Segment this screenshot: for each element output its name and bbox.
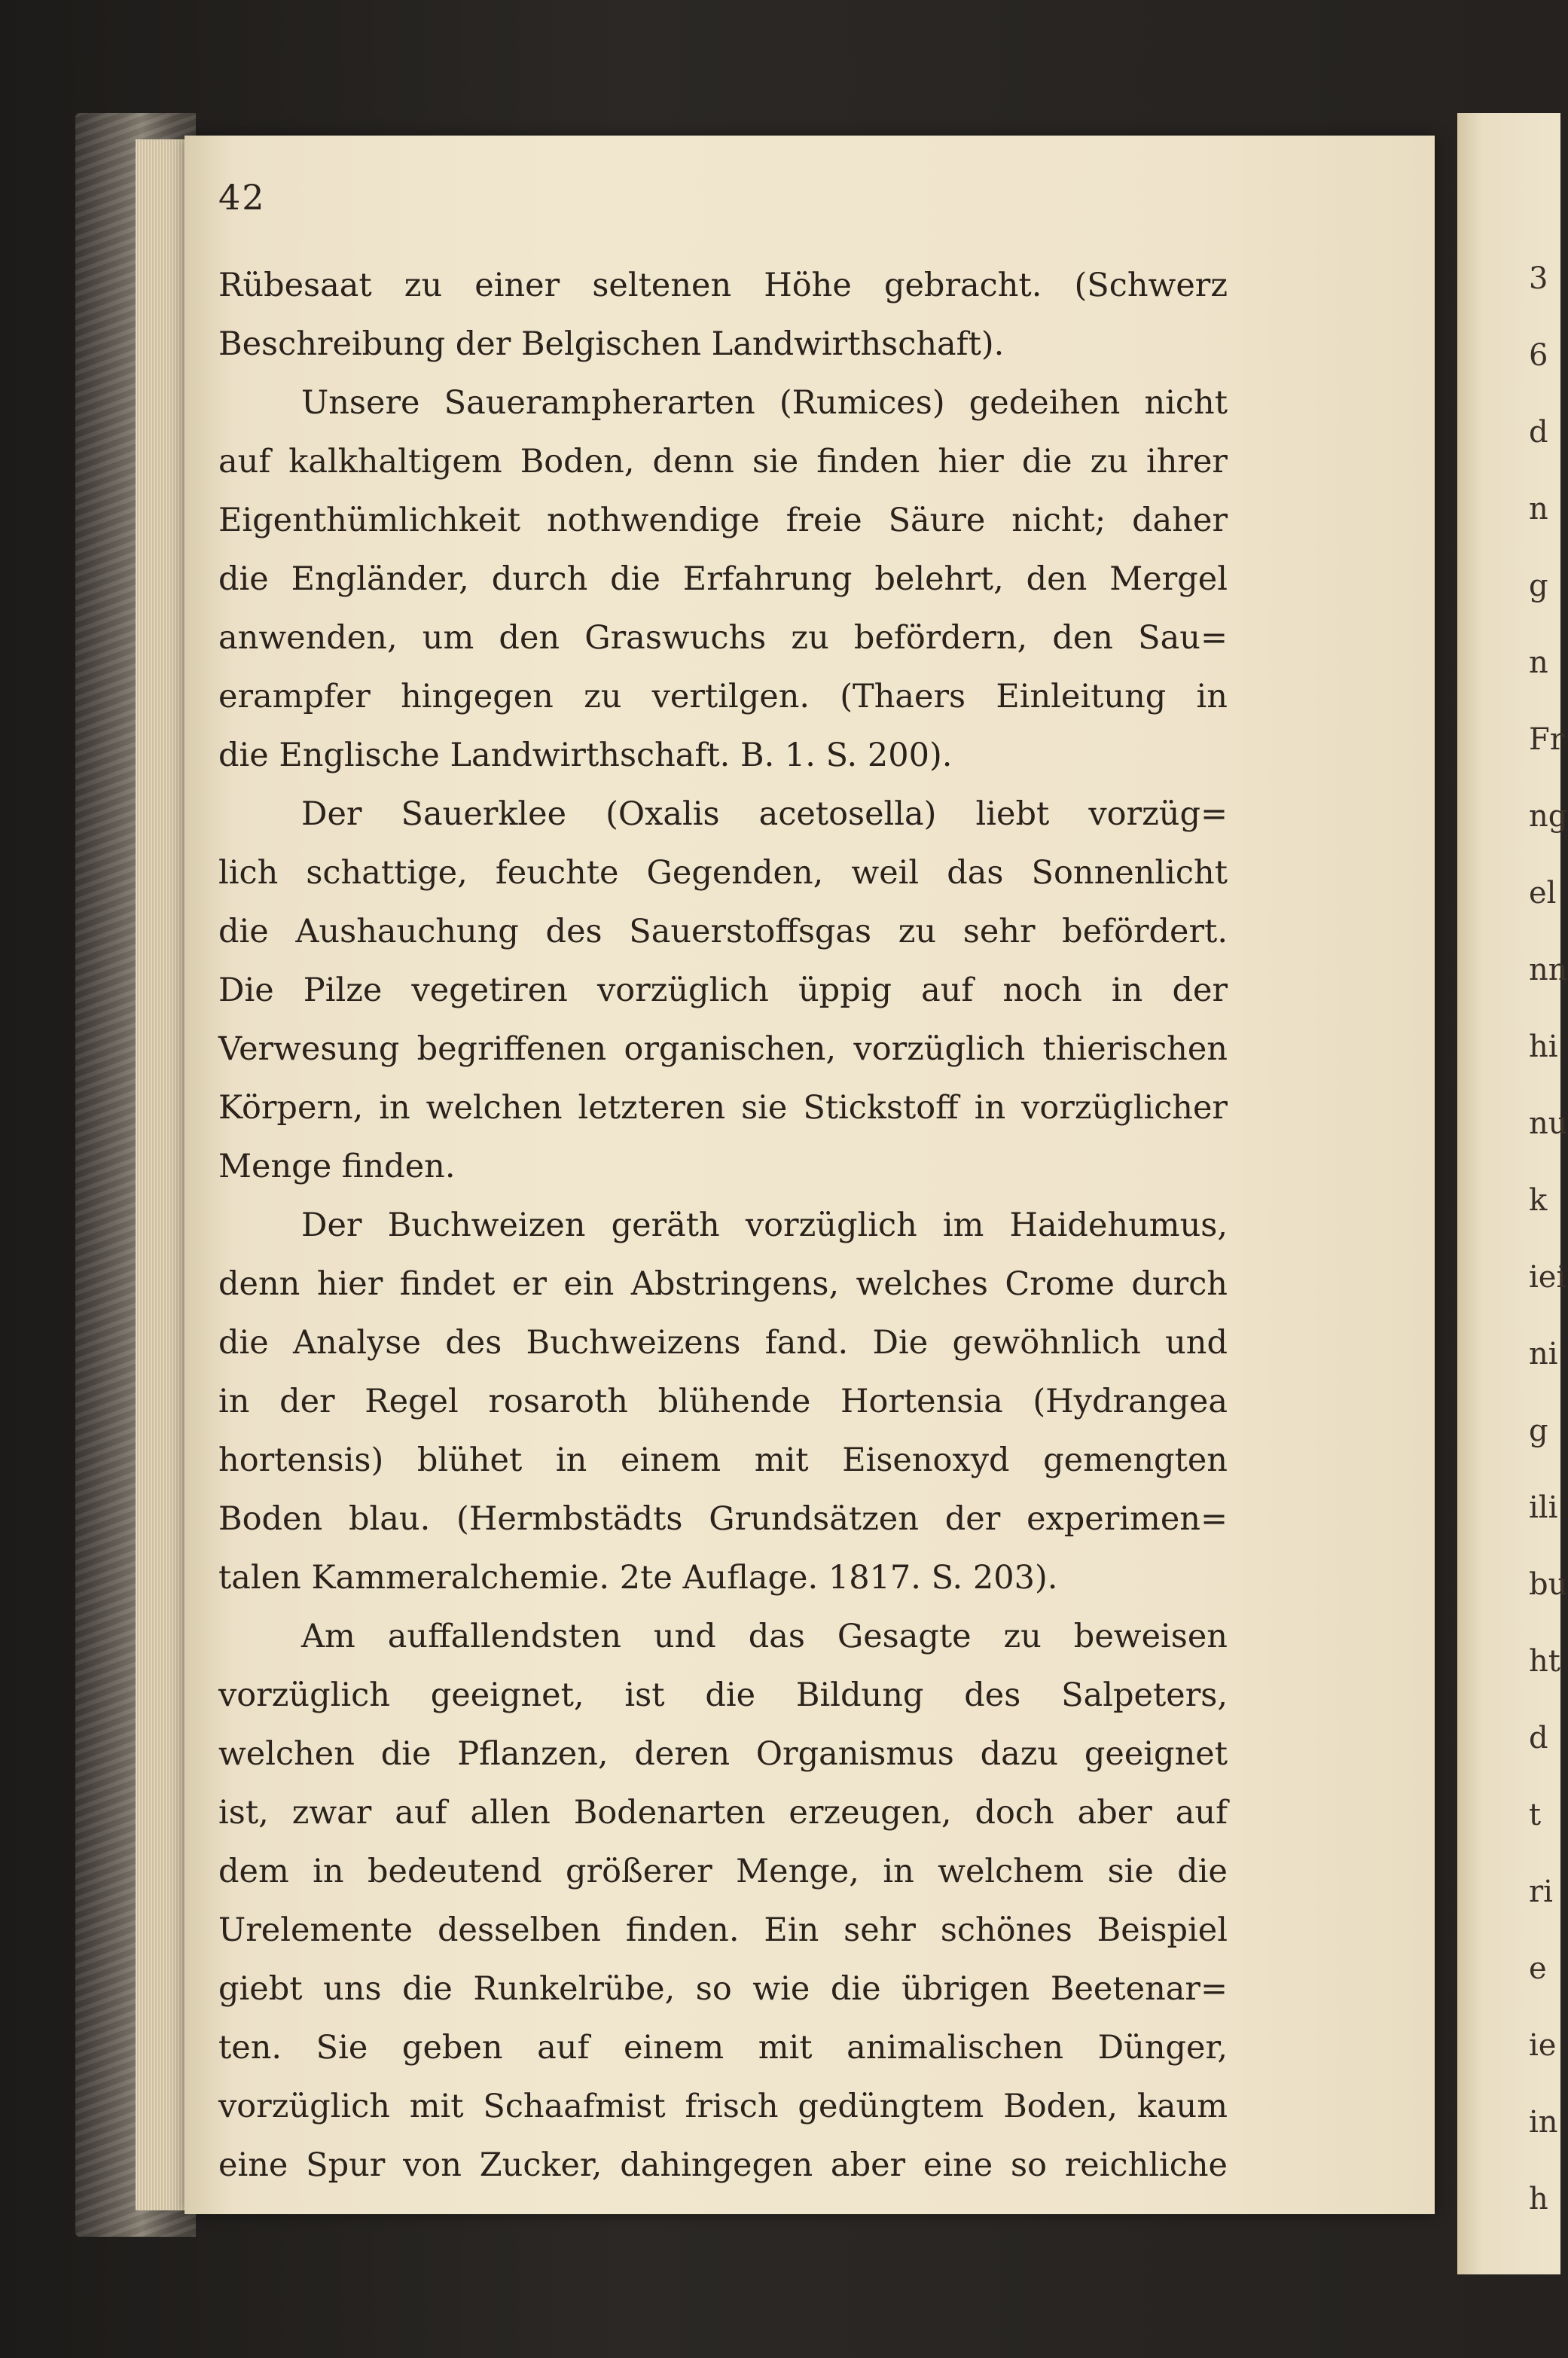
text-line: lich schattige, feuchte Gegenden, weil das Sonnenlicht [218,854,1228,892]
facing-page-fragment: bu [1529,1567,1568,1602]
text-line: Urelemente desselben finden. Ein sehr schönes Beispiel [218,1911,1228,1949]
page-text [218,256,1228,2195]
text-line: Am auffallendsten und das Gesagte zu beweisen [301,1618,1228,1655]
facing-page-fragment: iei [1529,1260,1566,1295]
page-number: 42 [218,177,266,218]
text-line: Eigenthümlichkeit nothwendige freie Säure nicht; daher [218,502,1228,539]
text-line: ten. Sie geben auf einem mit animalischen Dünger, [218,2029,1228,2067]
text-line: Die Pilze vegetiren vorzüglich üppig auf noch in der [218,972,1228,1009]
text-line: vorzüglich mit Schaafmist frisch gedüngtem Boden, kaum [218,2088,1228,2125]
text-line: dem in bedeutend größerer Menge, in welchem sie die [218,1853,1228,1890]
text-line: auf kalkhaltigem Boden, denn sie finden hier die zu ihrer [218,443,1228,480]
facing-page-fragment: t [1529,1798,1542,1832]
text-line: Körpern, in welchen letzteren sie Stickstoff in vorzüglicher [218,1089,1228,1127]
text-line: die Aushauchung des Sauerstoffsgas zu sehr befördert. [218,913,1228,950]
text-line: giebt uns die Runkelrübe, so wie die übrigen Beetenar= [218,1970,1228,2008]
text-line: Menge finden. [218,1148,456,1185]
text-line: anwenden, um den Graswuchs zu befördern, den Sau= [218,619,1228,657]
facing-page-fragment: ng [1529,799,1568,834]
facing-page-fragment: n [1529,645,1548,680]
text-line: Beschreibung der Belgischen Landwirthschaft). [218,325,1005,363]
facing-page-fragment: ni [1529,1337,1558,1371]
facing-page-fragment: Fr [1529,722,1564,757]
text-line: Verwesung begriffenen organischen, vorzüglich thierischen [218,1030,1228,1068]
facing-page-fragment: nu [1529,1106,1568,1141]
text-line: erampfer hingegen zu vertilgen. (Thaers Einleitung in [218,678,1228,715]
facing-page-fragment: el [1529,876,1557,911]
facing-page-fragment: hi [1529,1030,1558,1064]
facing-page-fragment: in [1529,2105,1558,2140]
text-line: Der Sauerklee (Oxalis acetosella) liebt vorzüg= [301,795,1228,833]
facing-page-fragment: d [1529,1721,1548,1756]
text-line: hortensis) blühet in einem mit Eisenoxyd gemengten [218,1441,1228,1479]
facing-page-fragment: ri [1529,1875,1553,1909]
facing-page-fragment: k [1529,1183,1548,1218]
facing-page-fragment: h [1529,2182,1548,2216]
text-line: Rübesaat zu einer seltenen Höhe gebracht. (Schwerz [218,267,1228,304]
text-line: talen Kammeralchemie. 2te Auflage. 1817. S. 203). [218,1559,1058,1597]
facing-page-fragment: ht [1529,1644,1560,1679]
text-line: eine Spur von Zucker, dahingegen aber eine so reichliche [218,2146,1228,2184]
text-line: denn hier findet er ein Abstringens, welches Crome durch [218,1265,1228,1303]
facing-page-fragment: e [1529,1951,1547,1986]
facing-page-fragment: g [1529,569,1548,603]
text-line: Unsere Sauerampherarten (Rumices) gedeihen nicht [301,384,1228,422]
facing-page-fragment: ie [1529,2028,1557,2063]
facing-page-fragment: g [1529,1414,1548,1448]
facing-page-fragment: 6 [1529,338,1548,373]
facing-page-fragment: ili [1529,1490,1558,1525]
text-line: ist, zwar auf allen Bodenarten erzeugen, doch aber auf [218,1794,1228,1832]
text-line: vorzüglich geeignet, ist die Bildung des Salpeters, [218,1676,1228,1714]
text-line: die Analyse des Buchweizens fand. Die gewöhnlich und [218,1324,1228,1362]
text-line: die Engländer, durch die Erfahrung belehrt, den Mergel [218,560,1228,598]
facing-page-fragment: d [1529,415,1548,450]
text-line: Boden blau. (Hermbstädts Grundsätzen der experimen= [218,1500,1228,1538]
text-line: die Englische Landwirthschaft. B. 1. S. 200). [218,737,953,774]
facing-page-fragment: n [1529,492,1548,526]
text-line: welchen die Pflanzen, deren Organismus dazu geeignet [218,1735,1228,1773]
facing-page-fragment: nn [1529,953,1568,987]
facing-page-fragment: 3 [1529,261,1548,296]
text-line: Der Buchweizen geräth vorzüglich im Haidehumus, [301,1206,1228,1244]
text-line: in der Regel rosaroth blühende Hortensia (Hydrangea [218,1383,1228,1420]
